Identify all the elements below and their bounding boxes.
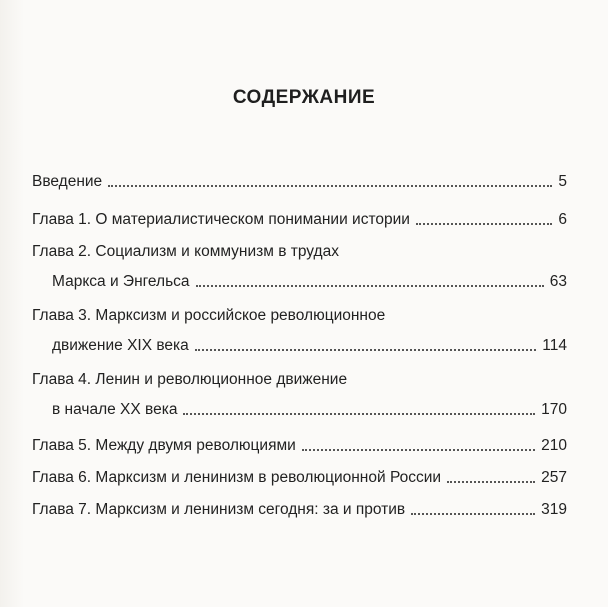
toc-page-number: 5: [558, 173, 567, 190]
toc-entry-chapter-3: [52, 332, 567, 356]
toc-entry-chapter-5: [32, 432, 567, 456]
toc-entry-label: Введение: [32, 173, 103, 190]
toc-entry-chapter-2: [52, 268, 567, 292]
toc-page-number: 63: [549, 273, 567, 290]
dot-leader: [302, 448, 535, 451]
toc-entry-chapter-4-line1: Глава 4. Ленин и революционное движение: [32, 371, 348, 388]
toc-entry-chapter-3-line1: Глава 3. Марксизм и российское революционное: [32, 307, 386, 324]
toc-entry-chapter-6: [32, 464, 567, 488]
toc-entry-chapter-7: [32, 496, 567, 520]
toc-page-number: 210: [541, 437, 567, 454]
toc-page-number: 319: [541, 501, 567, 518]
toc-entry-label: в начале XX века: [52, 401, 178, 418]
dot-leader: [447, 480, 535, 483]
dot-leader: [195, 348, 536, 351]
toc-entry-intro: [32, 168, 567, 192]
toc-entry-label: Глава 5. Между двумя революциями: [32, 437, 296, 454]
page-title: СОДЕРЖАНИЕ: [232, 87, 376, 108]
toc-page-number: 6: [558, 211, 567, 228]
dot-leader: [416, 222, 552, 225]
toc-entry-label: Глава 6. Марксизм и ленинизм в революционной России: [32, 469, 442, 486]
dot-leader: [411, 512, 535, 515]
toc-entry-label: Маркса и Энгельса: [52, 273, 190, 290]
toc-entry-chapter-2-line1: Глава 2. Социализм и коммунизм в трудах: [32, 243, 339, 260]
dot-leader: [196, 284, 544, 287]
toc-entry-label: движение XIX века: [52, 337, 189, 354]
dot-leader: [183, 412, 535, 415]
toc-page-number: 170: [541, 401, 567, 418]
toc-page-number: 114: [542, 337, 567, 354]
toc-entry-chapter-1: [32, 206, 567, 230]
toc-entry-label: Глава 7. Марксизм и ленинизм сегодня: за и против: [32, 501, 406, 518]
toc-page-number: 257: [541, 469, 567, 486]
toc-entry-chapter-4: [52, 396, 567, 420]
dot-leader: [108, 184, 552, 187]
toc-entry-label: Глава 1. О материалистическом понимании истории: [32, 211, 410, 228]
